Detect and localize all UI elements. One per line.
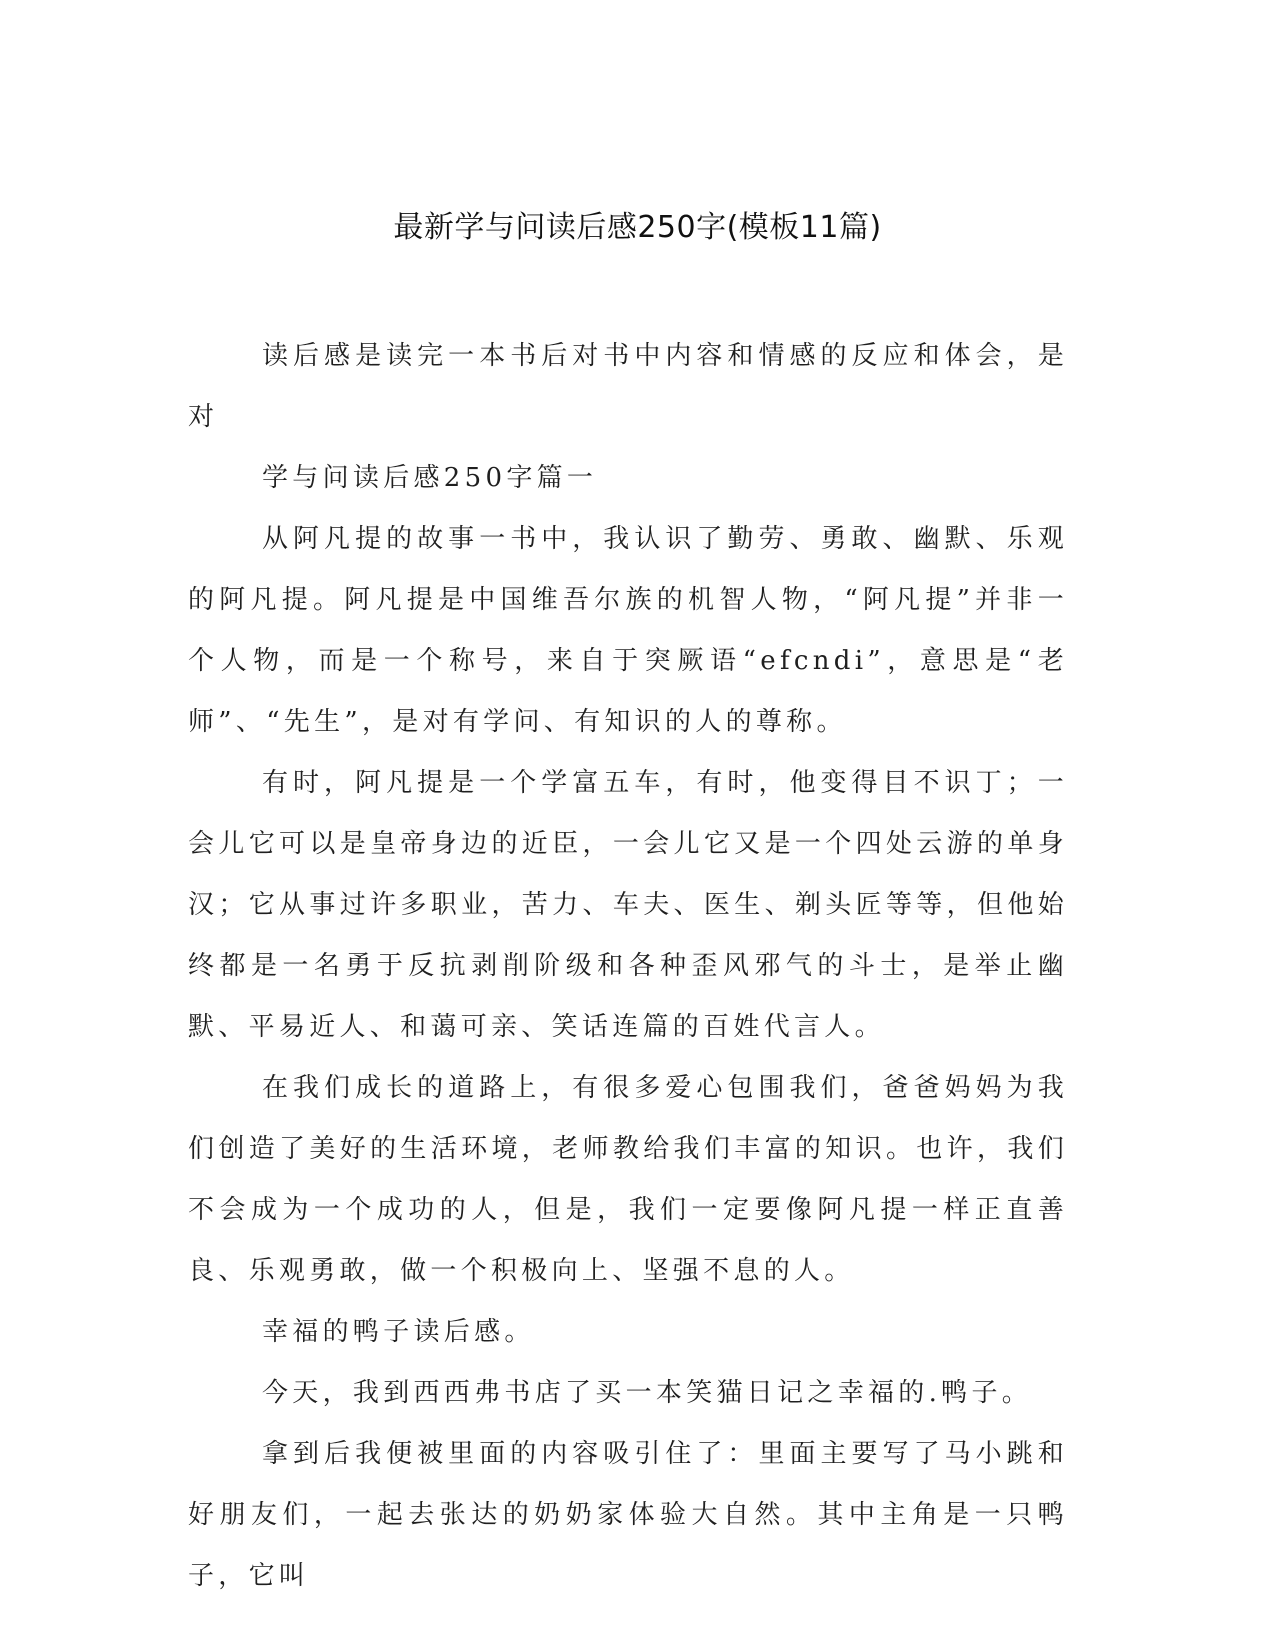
paragraph-afanti-roles: 有时，阿凡提是一个学富五车，有时，他变得目不识丁；一会儿它可以是皇帝身边的近臣，一会儿它又是一个四处云游的单身汉；它从事过许多职业，苦力、车夫、医生、剃头匠等等，但他始终都是一名勇于反抗剥削阶级和各种歪风邪气的斗士，是举止幽默、平易近人、和蔼可亲、笑话连篇的百姓代言人。 — [188, 768, 1068, 1042]
paragraph-bookstore: 今天，我到西西弗书店了买一本笑猫日记之幸福的.鸭子。 — [262, 1378, 1033, 1408]
document-title: 最新学与问读后感250字(模板11篇) — [393, 210, 882, 245]
paragraph-intro: 读后感是读完一本书后对书中内容和情感的反应和体会，是对 — [188, 341, 1068, 432]
document-body — [188, 326, 1068, 1607]
paragraph-growth: 在我们成长的道路上，有很多爱心包围我们，爸爸妈妈为我们创造了美好的生活环境，老师教给我们丰富的知识。也许，我们不会成为一个成功的人，但是，我们一定要像阿凡提一样正直善良、乐观勇敢，做一个积极向上、坚强不息的人。 — [188, 1073, 1068, 1286]
paragraph-afanti-intro: 从阿凡提的故事一书中，我认识了勤劳、勇敢、幽默、乐观的阿凡提。阿凡提是中国维吾尔族的机智人物，“阿凡提”并非一个人物，而是一个称号，来自于突厥语“efcndi”，意思是“老师”、“先生”，是对有学问、有知识的人的尊称。 — [188, 524, 1068, 737]
section-heading-1: 学与问读后感250字篇一 — [262, 463, 598, 493]
paragraph-story: 拿到后我便被里面的内容吸引住了：里面主要写了马小跳和好朋友们，一起去张达的奶奶家体验大自然。其中主角是一只鸭子，它叫 — [188, 1439, 1068, 1591]
section-heading-duck: 幸福的鸭子读后感。 — [262, 1317, 535, 1347]
